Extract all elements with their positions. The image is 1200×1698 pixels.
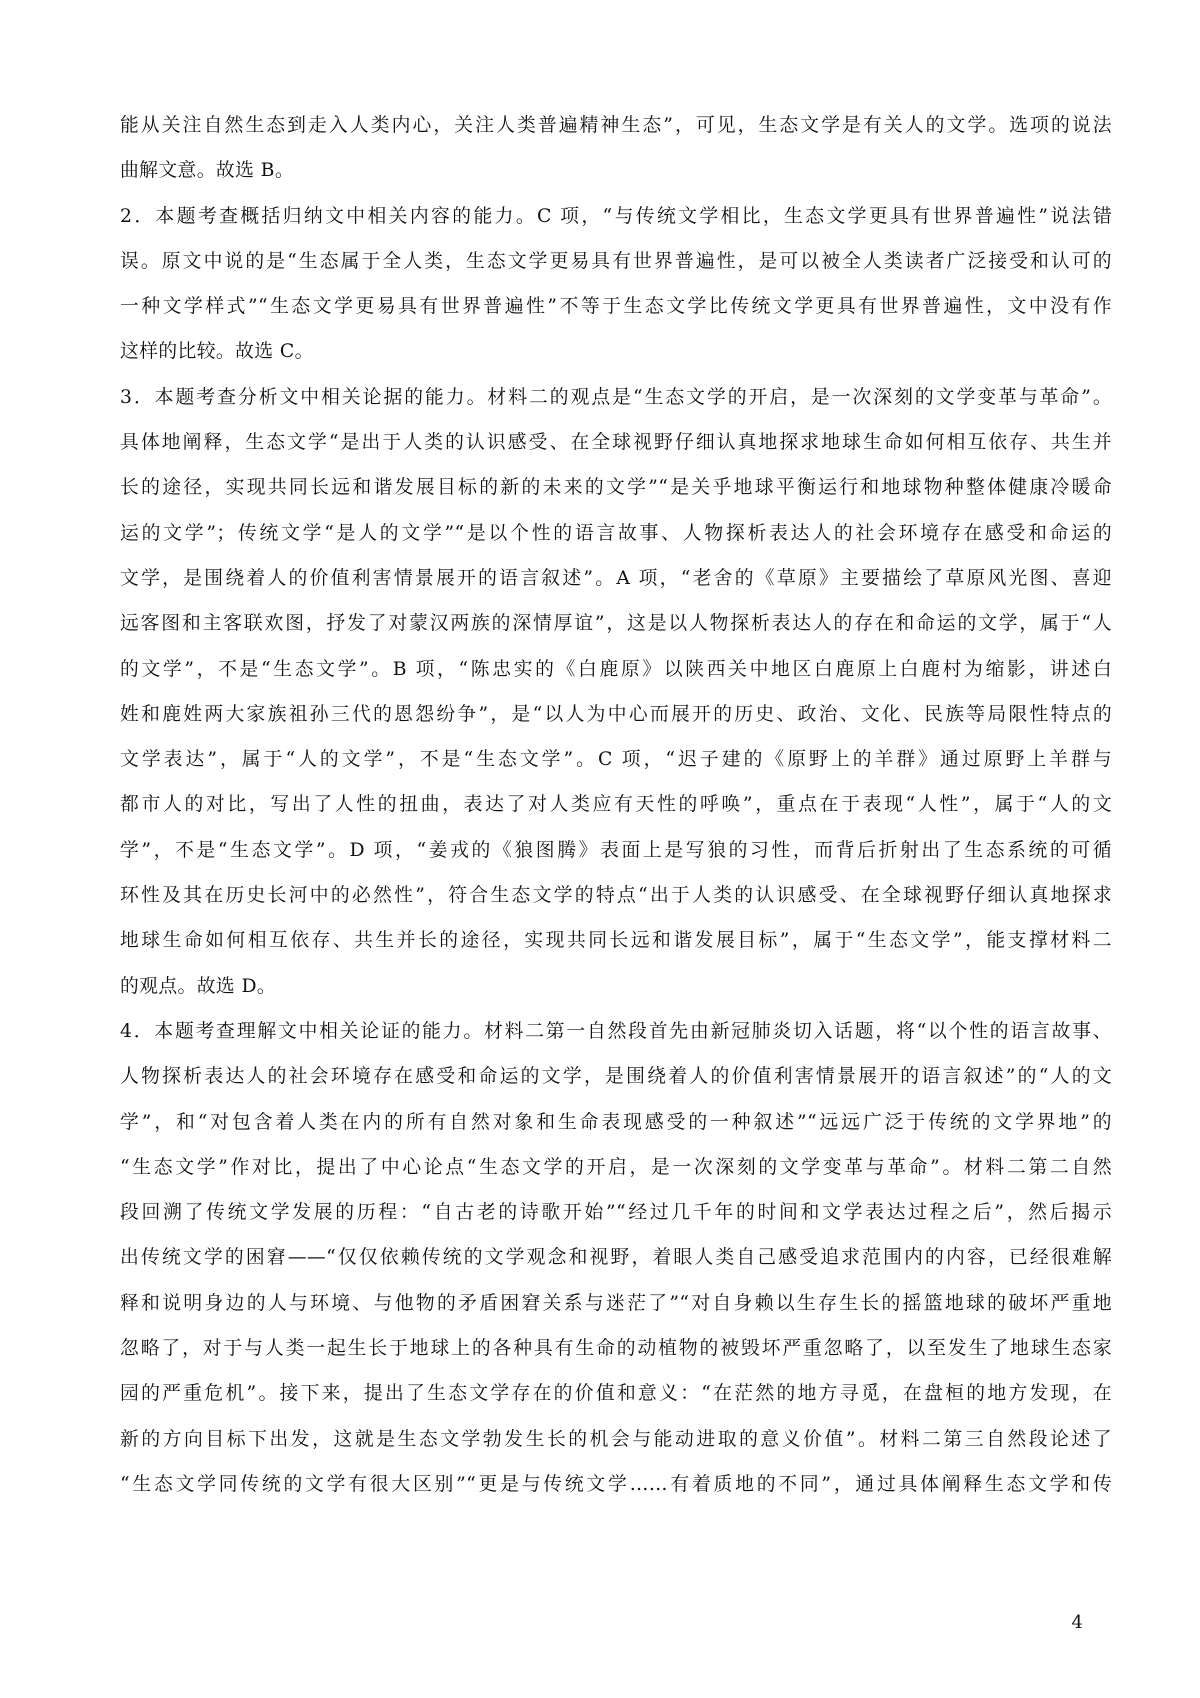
text-line: “生态文学同传统的文学有很大区别”“更是与传统文学……有着质地的不同”，通过具体阐释生态文学和传 (120, 1473, 1112, 1495)
text-line: 4．本题考查理解文中相关论证的能力。材料二第一自然段首先由新冠肺炎切入话题，将“以个性的语言故事、 (120, 1020, 1112, 1042)
text-line: 曲解文意。故选 B。 (120, 160, 295, 182)
text-line: 能从关注自然生态到走入人类内心，关注人类普遍精神生态”，可见，生态文学是有关人的文学。选项的说法 (120, 115, 1112, 136)
text-line: 环性及其在历史长河中的必然性”，符合生态文学的特点“出于人类的认识感受、在全球视野仔细认真地探求 (120, 885, 1112, 907)
text-line: 学”，不是“生态文学”。D 项，“姜戎的《狼图腾》表面上是写狼的习性，而背后折射出了生态系统的可循 (120, 839, 1112, 861)
text-line: 地球生命如何相互依存、共生并长的途径，实现共同长远和谐发展目标”，属于“生态文学”，能支撑材料二 (120, 930, 1112, 952)
text-line: 文学，是围绕着人的价值利害情景展开的语言叙述”。A 项，“老舍的《草原》主要描绘了草原风光图、喜迎 (120, 567, 1112, 589)
text-line: 2．本题考查概括归纳文中相关内容的能力。C 项，“与传统文学相比，生态文学更具有世界普遍性”说法错 (120, 205, 1112, 227)
text-line: 误。原文中说的是“生态属于全人类，生态文学更易具有世界普遍性，是可以被全人类读者广泛接受和认可的 (120, 250, 1112, 272)
text-line: 段回溯了传统文学发展的历程：“自古老的诗歌开始”“经过几千年的时间和文学表达过程之后”，然后揭示 (120, 1202, 1112, 1224)
text-line: 都市人的对比，写出了人性的扭曲，表达了对人类应有天性的呼唤”，重点在于表现“人性”，属于“人的文 (120, 794, 1112, 816)
text-line: 学”，和“对包含着人类在内的所有自然对象和生命表现感受的一种叙述”“远远广泛于传统的文学界地”的 (120, 1111, 1112, 1133)
text-line: 出传统文学的困窘——“仅仅依赖传统的文学观念和视野，着眼人类自己感受追求范围内的内容，已经很难解 (120, 1247, 1112, 1269)
text-line: 忽略了，对于与人类一起生长于地球上的各种具有生命的动植物的被毁坏严重忽略了，以至发生了地球生态家 (120, 1338, 1112, 1360)
text-line: 人物探析表达人的社会环境存在感受和命运的文学，是围绕着人的价值利害情景展开的语言叙述”的“人的文 (120, 1066, 1112, 1088)
text-line: “生态文学”作对比，提出了中心论点“生态文学的开启，是一次深刻的文学变革与革命”。材料二第二自然 (120, 1156, 1112, 1178)
page-number: 4 (1071, 1612, 1083, 1633)
text-line: 运的文学”；传统文学“是人的文学”“是以个性的语言故事、人物探析表达人的社会环境存在感受和命运的 (120, 522, 1112, 544)
text-line: 一种文学样式”“生态文学更易具有世界普遍性”不等于生态文学比传统文学更具有世界普遍性，文中没有作 (120, 296, 1112, 318)
text-line: 具体地阐释，生态文学“是出于人类的认识感受、在全球视野仔细认真地探求地球生命如何相互依存、共生并 (120, 432, 1112, 454)
text-line: 园的严重危机”。接下来，提出了生态文学存在的价值和意义：“在茫然的地方寻觅，在盘桓的地方发现，在 (120, 1383, 1112, 1405)
text-line: 的观点。故选 D。 (120, 975, 277, 997)
text-line: 释和说明身边的人与环境、与他物的矛盾困窘关系与迷茫了”“对自身赖以生存生长的摇篮地球的破坏严重地 (120, 1292, 1112, 1314)
answer-explanation-text (120, 103, 1112, 1507)
text-line: 这样的比较。故选 C。 (120, 341, 314, 363)
text-line: 长的途径，实现共同长远和谐发展目标的新的未来的文学”“是关乎地球平衡运行和地球物种整体健康冷暖命 (120, 477, 1112, 499)
text-line: 新的方向目标下出发，这就是生态文学勃发生长的机会与能动进取的意义价值”。材料二第三自然段论述了 (120, 1428, 1112, 1450)
text-line: 姓和鹿姓两大家族祖孙三代的恩怨纷争”，是“以人为中心而展开的历史、政治、文化、民族等局限性特点的 (120, 703, 1112, 725)
text-line: 文学表达”，属于“人的文学”，不是“生态文学”。C 项，“迟子建的《原野上的羊群》通过原野上羊群与 (120, 749, 1112, 771)
text-line: 远客图和主客联欢图，抒发了对蒙汉两族的深情厚谊”，这是以人物探析表达人的存在和命运的文学，属于“人 (120, 613, 1112, 635)
text-line: 的文学”，不是“生态文学”。B 项，“陈忠实的《白鹿原》以陕西关中地区白鹿原上白鹿村为缩影，讲述白 (120, 658, 1112, 680)
text-line: 3．本题考查分析文中相关论据的能力。材料二的观点是“生态文学的开启，是一次深刻的文学变革与革命”。 (120, 386, 1112, 408)
